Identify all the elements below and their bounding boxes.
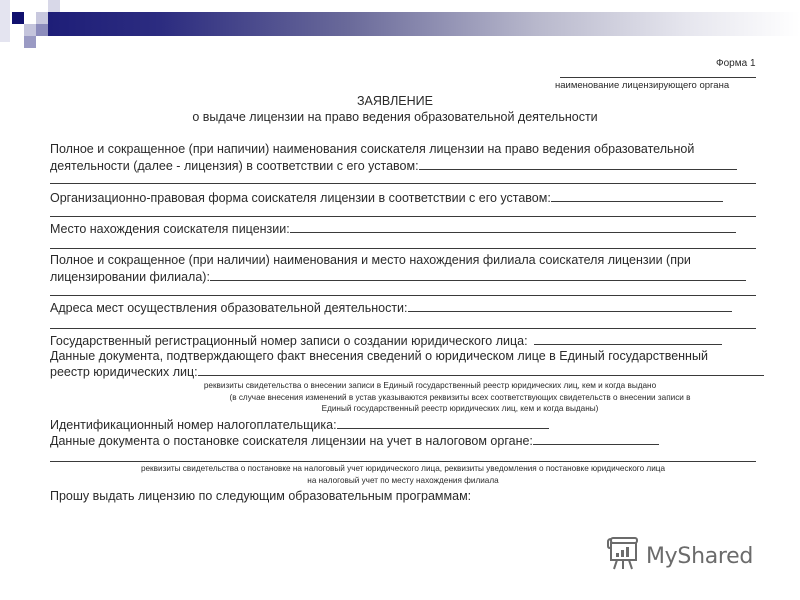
header-gradient-bar [48,12,800,36]
continuation-line[interactable] [50,248,756,249]
continuation-line[interactable] [50,183,756,184]
presentation-board-icon [606,536,640,577]
deco-square [24,24,36,36]
field-label: Государственный регистрационный номер записи о создании юридического лица: [50,334,528,348]
field-full-name[interactable] [50,158,737,173]
fill-line[interactable] [290,221,736,233]
deco-square [12,12,24,24]
field-tax-registration[interactable] [50,433,659,448]
deco-square [48,0,60,12]
egrul-caption-note-2: Единый государственный реестр юридических лиц, кем и когда выданы) [321,404,599,413]
fill-line[interactable] [551,190,723,202]
field-label: реестр юридических лиц: [50,365,198,379]
field-label: Место нахождения соискателя пицензии: [50,222,290,236]
request-text: Прошу выдать лицензию по следующим образовательным программам: [50,489,472,503]
deco-square [24,36,36,48]
fill-line[interactable] [408,300,732,312]
deco-square [36,24,48,36]
field-ogrn[interactable] [50,333,722,348]
field-label: Данные документа о постановке соискателя лицензии на учет в налоговом органе: [50,434,533,448]
authority-caption: наименование лицензирующего органа [555,80,730,91]
myshared-watermark [606,536,753,577]
field-branch-line1: Полное и сокращенное (при наличии) наименования и место нахождения филиала соискателя лицензии (при [50,253,691,267]
fill-line[interactable] [533,433,659,445]
continuation-line[interactable] [50,295,756,296]
field-activity-addresses[interactable] [50,300,732,315]
field-inn[interactable] [50,417,549,432]
tax-caption: реквизиты свидетельства о постановке на налоговый учет юридического лица, реквизиты уведомления о постановке юридического лица [140,464,666,473]
continuation-line[interactable] [50,328,756,329]
field-label: лицензировании филиала): [50,270,210,284]
watermark-text: MyShared [646,544,754,569]
field-label: Организационно-правовая форма соискателя лицензии в соответствии с его уставом: [50,191,551,205]
field-egrul[interactable] [50,364,764,379]
fill-line[interactable] [198,364,764,376]
field-branch[interactable] [50,269,746,284]
document-title: ЗАЯВЛЕНИЕ [356,94,433,108]
continuation-line[interactable] [50,216,756,217]
field-egrul-line1: Данные документа, подтверждающего факт внесения сведений о юридическом лице в Единый государственный [50,349,708,363]
deco-square [36,12,48,24]
field-full-name-line1: Полное и сокращенное (при напичии) наименования соискателя лицензии на право ведения образовательной [50,142,695,156]
field-location[interactable] [50,221,736,236]
field-label: Идентификационный номер налогоплательщика: [50,418,337,432]
deco-square [0,0,10,42]
tax-caption-2: на налоговый учет по месту нахождения филиала [307,476,499,485]
authority-line [560,77,756,78]
fill-line[interactable] [337,417,549,429]
field-label: Адреса мест осуществления образовательной деятельности: [50,301,408,315]
fill-line[interactable] [534,333,722,345]
form-number: Форма 1 [716,58,756,69]
fill-line[interactable] [210,269,746,281]
egrul-caption-note: (в случае внесения изменений в устав указываются реквизиты всех соответствующих свидетельств о внесении записи в [229,393,691,402]
document-subtitle: о выдаче лицензии на право ведения образовательной деятельности [192,110,598,124]
egrul-caption: реквизиты свидетельства о внесении записи в Единый государственный реестр юридических лиц, кем и когда выдано [203,381,657,390]
field-label: деятельности (далее - лицензия) в соответствии с его уставом: [50,159,419,173]
fill-line[interactable] [419,158,737,170]
field-legal-form[interactable] [50,190,723,205]
continuation-line[interactable] [50,461,756,462]
